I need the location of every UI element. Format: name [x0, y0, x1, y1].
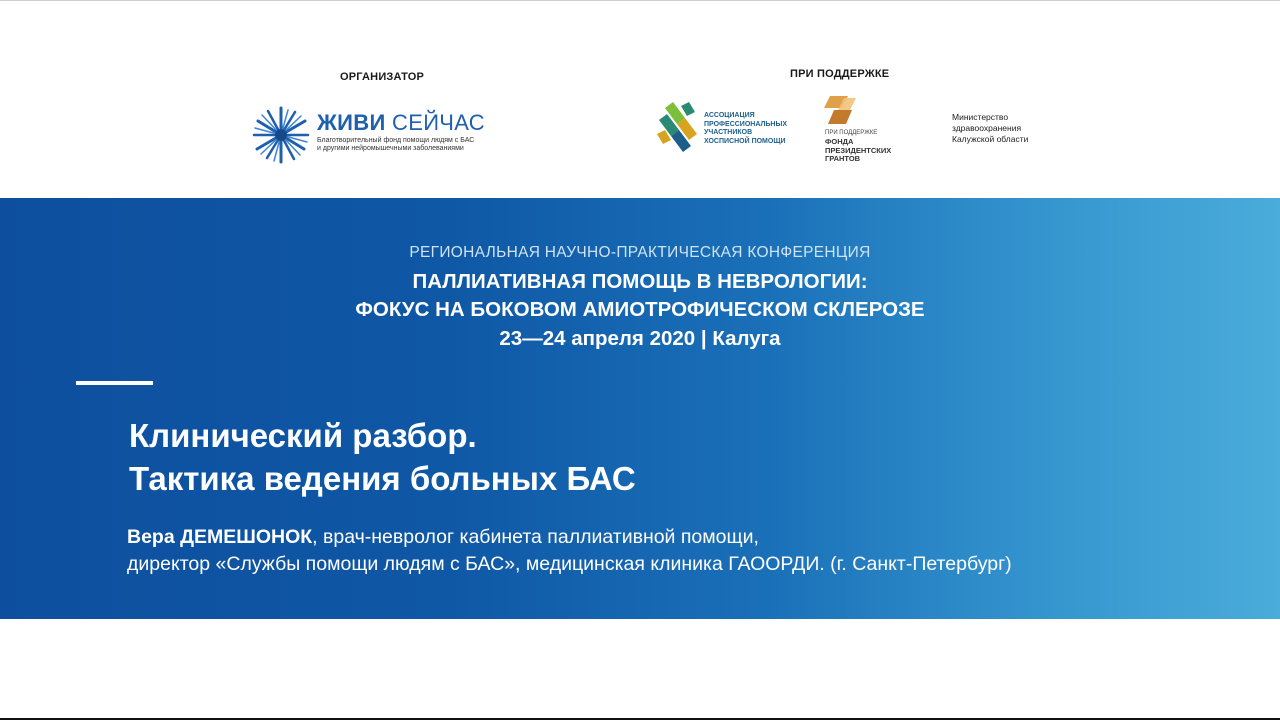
association-emblem-icon [655, 100, 701, 156]
talk-title: Клинический разбор. Тактика ведения больных БАС [129, 417, 636, 497]
conference-date: 23—24 апреля 2020 | Калуга [499, 327, 781, 350]
cornflower-icon [252, 106, 310, 164]
organizer-logo [252, 104, 492, 164]
speaker-name: Вера ДЕМЕШОНОК [127, 526, 313, 548]
top-divider [0, 0, 1280, 1]
conference-banner [0, 198, 1280, 619]
support-label: ПРИ ПОДДЕРЖКЕ [790, 68, 890, 80]
fund-name: ФОНДА ПРЕЗИДЕНТСКИХ ГРАНТОВ [825, 137, 892, 163]
speaker-role-line-1: , врач-невролог кабинета паллиативной помощи, [312, 526, 759, 548]
speaker-role-line-2: директор «Службы помощи людям с БАС», медицинская клиника ГАООРДИ. (г. Санкт-Петербург) [127, 553, 1012, 575]
accent-divider [76, 381, 153, 385]
organizer-label: ОРГАНИЗАТОР [340, 71, 425, 83]
organizer-tagline: Благотворительный фонд помощи людям с БАС и другими нейромышечными заболеваниями [317, 137, 475, 152]
fund-support-caption: ПРИ ПОДДЕРЖКЕ [825, 130, 878, 136]
conference-title: ПАЛЛИАТИВНАЯ ПОМОЩЬ В НЕВРОЛОГИИ: ФОКУС НА БОКОВОМ АМИОТРОФИЧЕСКОМ СКЛЕРОЗЕ [355, 270, 925, 321]
organizer-name [317, 110, 485, 136]
organizer-name-regular: СЕЙЧАС [392, 110, 485, 135]
fund-logo [822, 96, 922, 172]
organizer-name-bold: ЖИВИ [317, 110, 386, 135]
conference-subtitle: РЕГИОНАЛЬНАЯ НАУЧНО-ПРАКТИЧЕСКАЯ КОНФЕРЕНЦИЯ [409, 244, 871, 261]
speaker-info [127, 524, 1012, 578]
ministry-name: Министерство здравоохранения Калужской области [952, 112, 1029, 144]
association-name: АССОЦИАЦИЯ ПРОФЕССИОНАЛЬНЫХ УЧАСТНИКОВ ХОСПИСНОЙ ПОМОЩИ [704, 112, 787, 145]
fund-emblem-icon [822, 96, 858, 128]
speaker-line-1 [127, 524, 1012, 551]
association-logo [655, 100, 795, 160]
